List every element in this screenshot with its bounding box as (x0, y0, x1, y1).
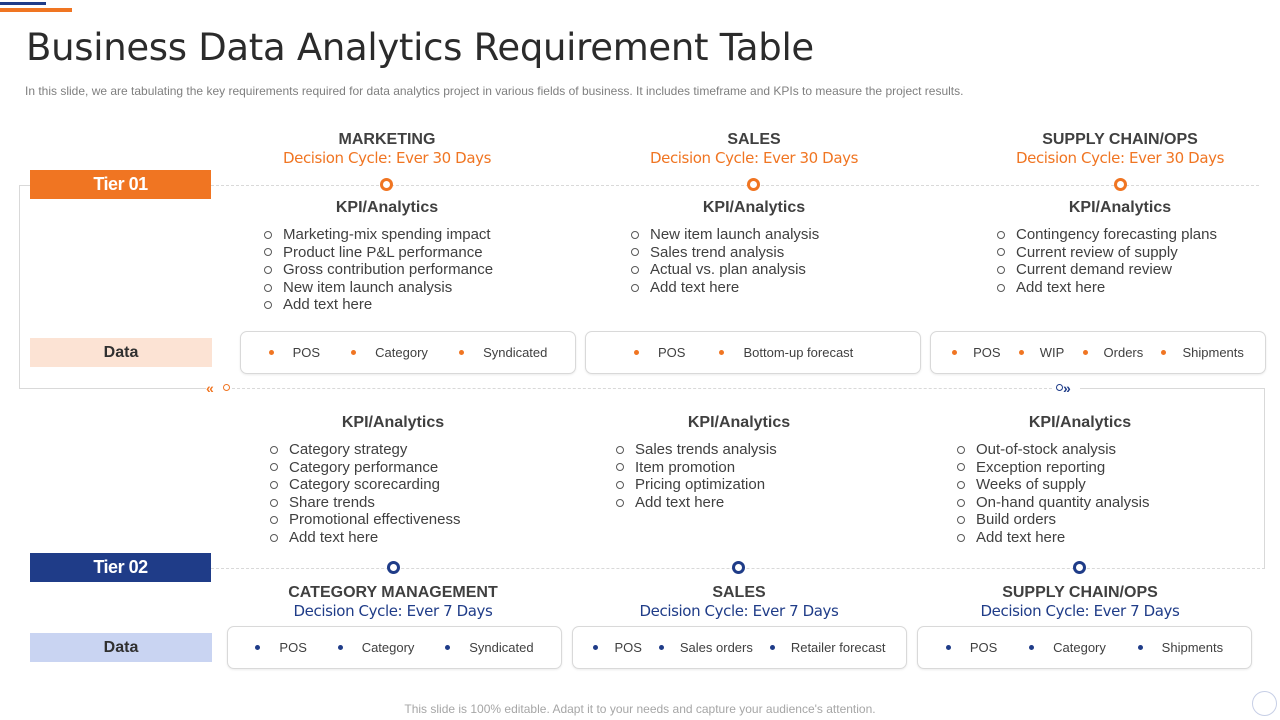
tier2-sales-data-box (572, 626, 907, 669)
tier2-category-data-box (227, 626, 562, 669)
bullet-circle-icon (957, 446, 965, 454)
bullet-circle-icon (957, 481, 965, 489)
tier2-right-connector (1264, 388, 1265, 568)
data-chip: POS (255, 640, 306, 655)
bullet-circle-icon (264, 248, 272, 256)
list-item: Category performance (270, 459, 460, 477)
list-item: Add text here (270, 529, 460, 547)
bullet-circle-icon (270, 446, 278, 454)
timeline-node-icon (747, 178, 760, 191)
tier-02-data-badge: Data (30, 633, 212, 662)
double-chevron-left-icon: « (206, 380, 211, 396)
header-accent-orange (0, 8, 72, 12)
middle-connector-left (19, 388, 206, 389)
bullet-dot-icon (1083, 350, 1088, 355)
tier1-supply-chain-data-box (930, 331, 1266, 374)
double-chevron-right-icon: » (1063, 380, 1068, 396)
bullet-dot-icon (459, 350, 464, 355)
kpi-title: KPI/Analytics (687, 414, 791, 431)
timeline-node-icon (380, 178, 393, 191)
list-item: Product line P&L performance (264, 244, 493, 262)
bullet-circle-icon (957, 516, 965, 524)
column-name: SUPPLY CHAIN/OPS (1002, 584, 1158, 601)
tier-01-badge: Tier 01 (30, 170, 211, 199)
list-item: Item promotion (616, 459, 777, 477)
bullet-circle-icon (616, 499, 624, 507)
list-item: Marketing-mix spending impact (264, 226, 493, 244)
bullet-circle-icon (997, 284, 1005, 292)
list-item: Sales trend analysis (631, 244, 819, 262)
bullet-circle-icon (616, 463, 624, 471)
kpi-title: KPI/Analytics (1028, 414, 1132, 431)
bullet-dot-icon (770, 645, 775, 650)
tier1-left-stub (19, 185, 30, 186)
list-item: New item launch analysis (264, 279, 493, 297)
data-chip: POS (634, 345, 685, 360)
timeline-node-icon (1114, 178, 1127, 191)
list-item: Add text here (264, 296, 493, 314)
tier1-col-supply-chain-header (970, 130, 1270, 168)
bullet-dot-icon (1019, 350, 1024, 355)
tier2-col-sales-header (589, 583, 889, 621)
data-chip: Category (338, 640, 415, 655)
list-item: Gross contribution performance (264, 261, 493, 279)
kpi-title: KPI/Analytics (1068, 199, 1172, 216)
list-item: Share trends (270, 494, 460, 512)
bullet-circle-icon (997, 266, 1005, 274)
bullet-dot-icon (719, 350, 724, 355)
circle-icon[interactable] (1252, 691, 1277, 716)
timeline-node-icon (387, 561, 400, 574)
bullet-dot-icon (445, 645, 450, 650)
bullet-circle-icon (957, 499, 965, 507)
decision-cycle: Decision Cycle: Ever 7 Days (293, 602, 493, 620)
list-item: Add text here (616, 494, 777, 512)
column-name: SUPPLY CHAIN/OPS (1042, 131, 1198, 148)
data-chip: POS (946, 640, 997, 655)
data-chip: POS (269, 345, 320, 360)
tier1-timeline (211, 185, 1259, 186)
data-chip: Orders (1083, 345, 1144, 360)
bullet-circle-icon (270, 463, 278, 471)
bullet-circle-icon (616, 446, 624, 454)
bullet-dot-icon (1138, 645, 1143, 650)
data-chip: Sales orders (659, 640, 753, 655)
data-chip: Syndicated (459, 345, 547, 360)
bullet-dot-icon (1029, 645, 1034, 650)
list-item: Current demand review (997, 261, 1217, 279)
tier2-supply-chain-data-box (917, 626, 1252, 669)
list-item: Contingency forecasting plans (997, 226, 1217, 244)
data-chip: Syndicated (445, 640, 533, 655)
middle-connector-right (1080, 388, 1265, 389)
decision-cycle: Decision Cycle: Ever 7 Days (639, 602, 839, 620)
list-item: Category strategy (270, 441, 460, 459)
list-item: Exception reporting (957, 459, 1149, 477)
list-item: Current review of supply (997, 244, 1217, 262)
list-item: Weeks of supply (957, 476, 1149, 494)
bullet-circle-icon (957, 463, 965, 471)
tier1-left-connector (19, 185, 20, 388)
data-chip: Retailer forecast (770, 640, 886, 655)
kpi-title: KPI/Analytics (341, 414, 445, 431)
decision-cycle: Decision Cycle: Ever 30 Days (649, 149, 859, 167)
list-item: Pricing optimization (616, 476, 777, 494)
bullet-circle-icon (631, 284, 639, 292)
timeline-node-icon (732, 561, 745, 574)
tier2-col-category-header (243, 583, 543, 621)
bullet-dot-icon (634, 350, 639, 355)
column-name: CATEGORY MANAGEMENT (288, 584, 498, 601)
tier1-col-marketing-header (237, 130, 537, 168)
bullet-circle-icon (270, 534, 278, 542)
decision-cycle: Decision Cycle: Ever 30 Days (1015, 149, 1225, 167)
tier1-supply-chain-kpi-list (997, 226, 1217, 296)
bullet-circle-icon (957, 534, 965, 542)
list-item: Actual vs. plan analysis (631, 261, 819, 279)
bullet-circle-icon (264, 301, 272, 309)
bullet-dot-icon (351, 350, 356, 355)
tier-02-badge: Tier 02 (30, 553, 211, 582)
bullet-dot-icon (946, 645, 951, 650)
header-accent-blue (0, 2, 46, 5)
bullet-dot-icon (952, 350, 957, 355)
tier2-category-kpi-list (270, 441, 460, 547)
data-chip: Shipments (1138, 640, 1223, 655)
bullet-dot-icon (1161, 350, 1166, 355)
bullet-dot-icon (338, 645, 343, 650)
bullet-dot-icon (255, 645, 260, 650)
tier-01-data-badge: Data (30, 338, 212, 367)
tier2-supply-chain-kpi-list (957, 441, 1149, 547)
tier2-col-supply-chain-header (930, 583, 1230, 621)
tier1-marketing-data-box (240, 331, 576, 374)
bullet-dot-icon (593, 645, 598, 650)
footer-note: This slide is 100% editable. Adapt it to your needs and capture your audience's attention. (404, 702, 876, 716)
small-circle-icon (1056, 384, 1063, 391)
list-item: Build orders (957, 511, 1149, 529)
kpi-title: KPI/Analytics (335, 199, 439, 216)
data-chip: POS (593, 640, 641, 655)
decision-cycle: Decision Cycle: Ever 30 Days (282, 149, 492, 167)
bullet-circle-icon (631, 248, 639, 256)
timeline-node-icon (1073, 561, 1086, 574)
bullet-circle-icon (270, 516, 278, 524)
middle-divider (232, 388, 1052, 389)
bullet-circle-icon (631, 266, 639, 274)
bullet-dot-icon (659, 645, 664, 650)
column-name: MARKETING (338, 131, 436, 148)
data-chip: WIP (1019, 345, 1065, 360)
list-item: New item launch analysis (631, 226, 819, 244)
bullet-circle-icon (631, 231, 639, 239)
bullet-circle-icon (264, 231, 272, 239)
list-item: Out-of-stock analysis (957, 441, 1149, 459)
bullet-circle-icon (270, 481, 278, 489)
tier1-sales-data-box (585, 331, 921, 374)
data-chip: Bottom-up forecast (719, 345, 853, 360)
kpi-title: KPI/Analytics (702, 199, 806, 216)
list-item: Add text here (957, 529, 1149, 547)
data-chip: Category (1029, 640, 1106, 655)
list-item: Sales trends analysis (616, 441, 777, 459)
column-name: SALES (712, 584, 766, 601)
page-title: Business Data Analytics Requirement Table (26, 26, 814, 69)
tier1-col-sales-header (604, 130, 904, 168)
bullet-circle-icon (616, 481, 624, 489)
list-item: Add text here (997, 279, 1217, 297)
data-chip: Category (351, 345, 428, 360)
small-circle-icon (223, 384, 230, 391)
decision-cycle: Decision Cycle: Ever 7 Days (980, 602, 1180, 620)
bullet-dot-icon (269, 350, 274, 355)
bullet-circle-icon (270, 499, 278, 507)
list-item: Category scorecarding (270, 476, 460, 494)
data-chip: POS (952, 345, 1000, 360)
tier2-sales-kpi-list (616, 441, 777, 511)
bullet-circle-icon (264, 266, 272, 274)
list-item: On-hand quantity analysis (957, 494, 1149, 512)
list-item: Add text here (631, 279, 819, 297)
tier1-marketing-kpi-list (264, 226, 493, 314)
bullet-circle-icon (997, 248, 1005, 256)
list-item: Promotional effectiveness (270, 511, 460, 529)
tier1-sales-kpi-list (631, 226, 819, 296)
column-name: SALES (727, 131, 781, 148)
data-chip: Shipments (1161, 345, 1243, 360)
page-subtitle: In this slide, we are tabulating the key requirements required for data analytics project in various fields of business. It includes timeframe and KPIs to measure the project results. (25, 84, 964, 98)
bullet-circle-icon (264, 284, 272, 292)
bullet-circle-icon (997, 231, 1005, 239)
